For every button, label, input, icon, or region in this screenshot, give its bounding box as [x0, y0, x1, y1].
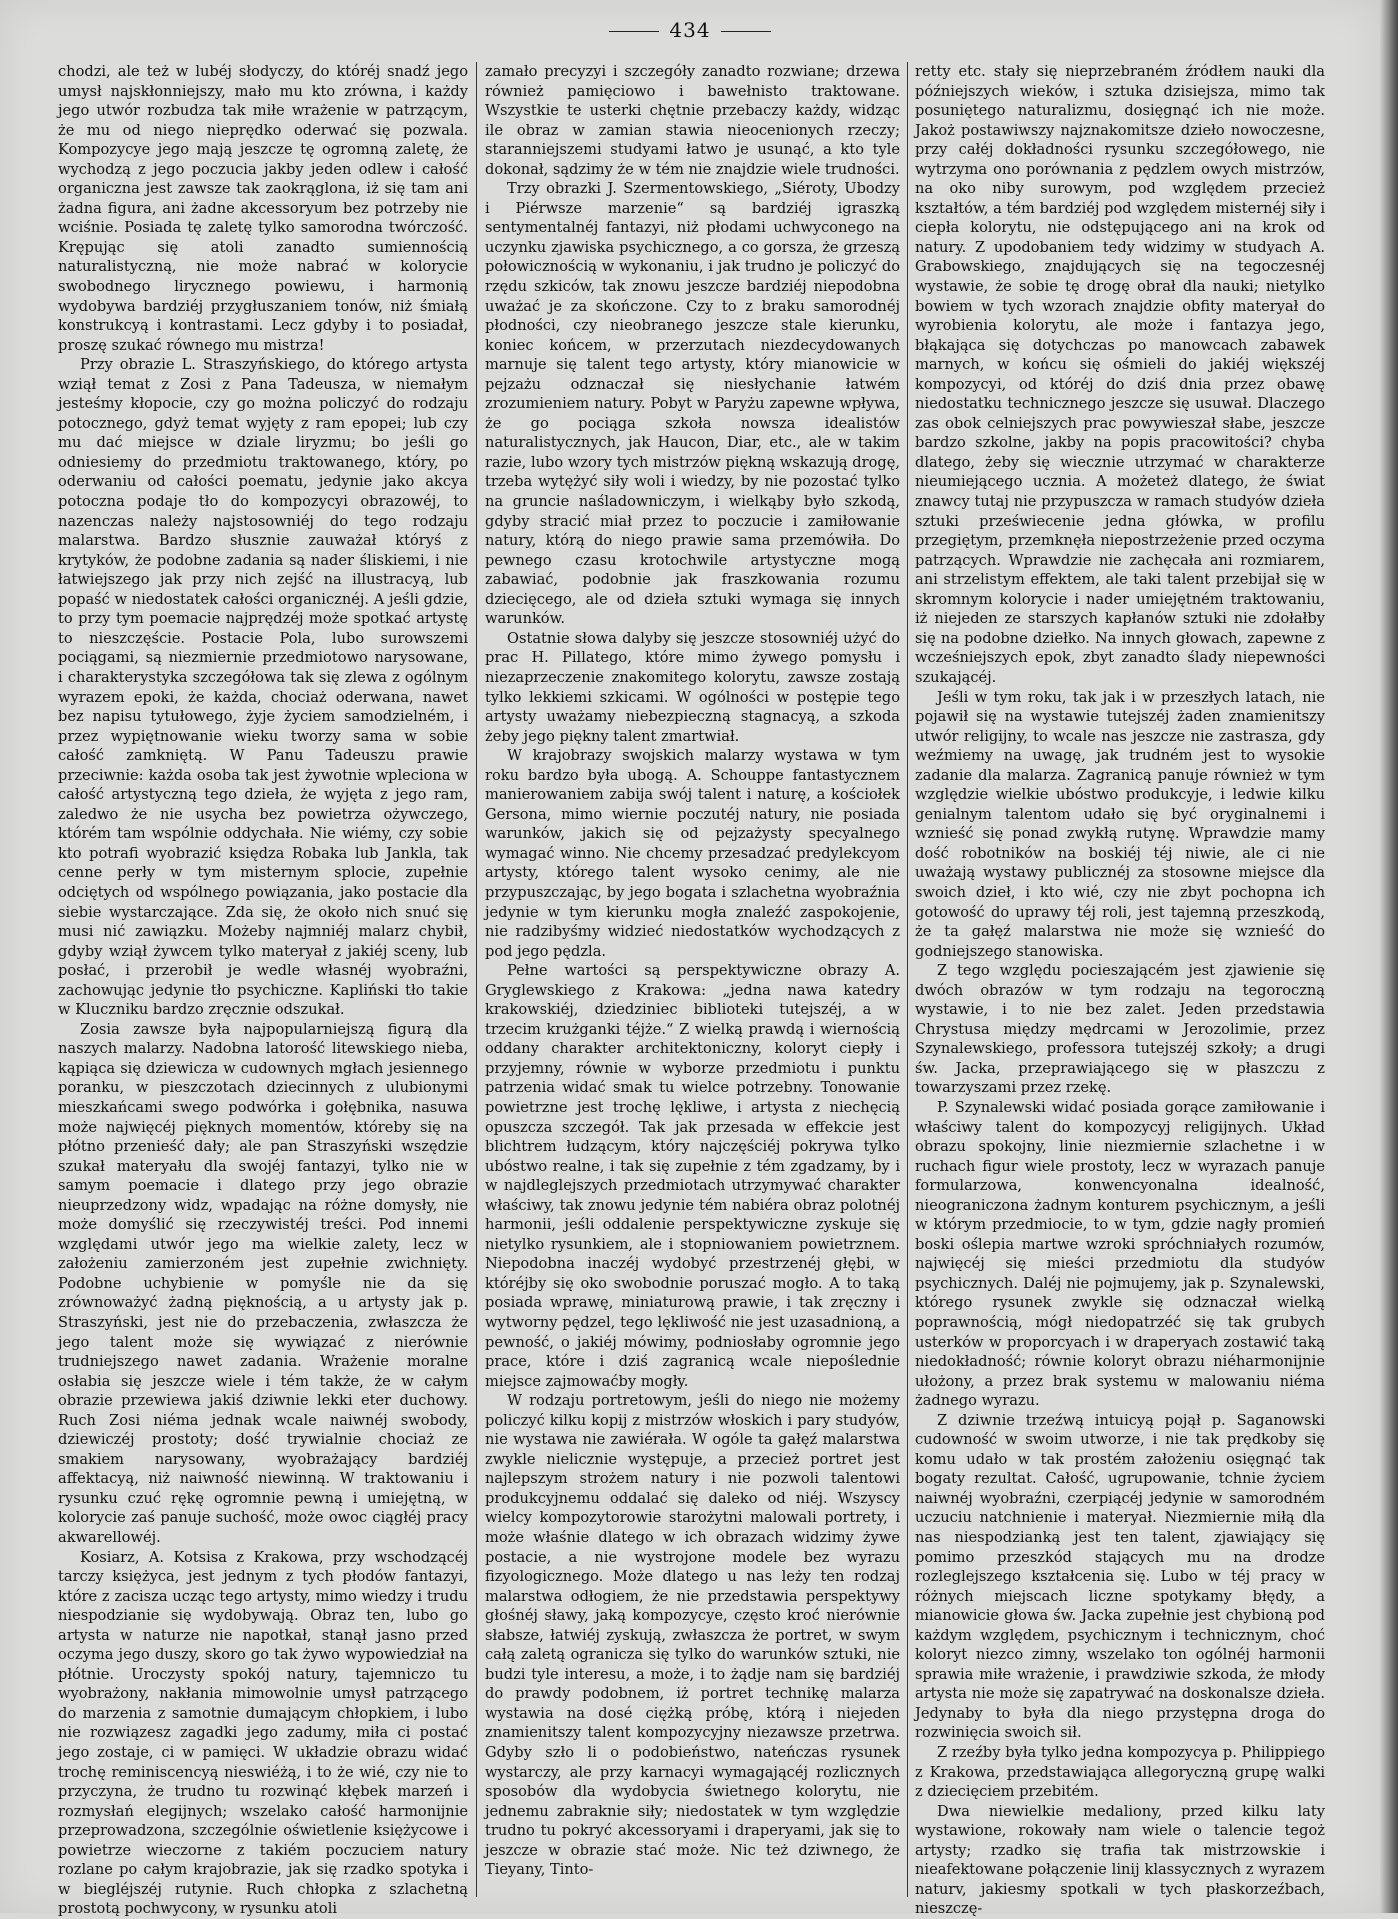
paragraph: P. Szynalewski widać posiada gorące zamiłowanie i właściwy talent do kompozycyj religijnych. Układ obrazu spokojny, linie niezmiernie szlachetne i w ruchach figur wiele prostoty, lecz w wyrazach panuje formularzowa, konwencyonalna idealność, nieograniczona żadnym konturem psychicznym, a jeśli w którym przedmiocie, to w tym, gdzie nagły promień boski oślepia martwe wzroki spróchniałych rozumów, najwięcéj się mieści przedmiotu dla studyów psychicznych. Daléj nie pojmujemy, jak p. Szynalewski, którego rysunek zwykle się odznaczał wielką poprawnością, mógł niedopatrzéć się tak grubych usterków w proporcyach i w draperyach zostawić taką niedokładność; równie koloryt obrazu niéharmonijnie ułożony, a przez brak systemu w malowaniu niéma żadnego wyrazu.: [915, 1098, 1325, 1410]
header-left-rule: [609, 31, 659, 32]
paragraph: Dwa niewielkie medaliony, przed kilku laty wystawione, rokowały nam wiele o talencie tegoż artysty; rzadko się trafia tak mistrzowskie i nieafektowane połączenie linij klassycznych z wyrazem naturv, jakiesmy spotkali w tych płaskorzeźbach, nieszczę-: [915, 1802, 1325, 1918]
paragraph: retty etc. stały się nieprzebraném źródłem nauki dla późniejszych wieków, i sztuka dzisiejsza, mimo tak posuniętego naturalizmu, dosięgnąć ich nie może. Jakoż postawiwszy najznakomitsze dzieło nowoczesne, przy całéj dokładności rysunku szczegółowego, nie wytrzyma ono porównania z pędzlem owych mistrzów, na oko niby surowym, pod względem przecież kształtów, a tém bardziéj pod względem misternéj siły i ciepła kolorytu, nie odstępującego ani na krok od natury. Z upodobaniem tedy widzimy w studyach A. Grabowskiego, znajdujących się na tegoczesnéj wystawie, że sobie tę drogę obrał dla nauki; nietylko bowiem w tych wzorach znajdzie obfity materyał do wyrobienia kolorytu, ale może i fantazya jego, błąkająca się dotychczas po manowcach zabawek marnych, w końcu się ośmieli do jakiéj większéj kompozycyi, od któréj do dziś dnia przez obawę niedostatku technicznego jeszcze się usuwał. Dlaczego zas obok celniejszych prac powywieszał słabe, jeszcze bardzo szkolne, jakby na popis pracowitości? chyba dlatego, żeby się wiecznie utrzymać w charakterze nieumiejącego ucznia. A możeteż dlatego, że świat znawcy tutaj nie przypuszcza w ramach studyów dzieła sztuki przeświecenie jedna główka, w profilu przegiętym, przemknęła niepostrzeżenie przed oczyma patrzących. Wprawdzie nie zachęcała ani rozmiarem, ani strzelistym effektem, ale taki talent przebijał się w skromnym kolorycie i nader umiejętném traktowaniu, iż niejeden ze starszych kapłanów sztuki nie zdołałby się na podobne dziełko. Na innych głowach, zapewne z wcześniejszych epok, zbyt zanadto ślady niepewności szukającéj.: [915, 63, 1325, 686]
page-number: 434: [669, 18, 711, 42]
paragraph: zamało precyzyi i szczegóły zanadto rozwiane; drzewa również pamięciowo i bawełnisto traktowane. Wszystkie te usterki chętnie przebaczy każdy, widząc ile obraz w zamian stawia nieocenionych rzeczy; staranniejszemi studyami łatwo je usunąć, a kto tyle dokonał, sądzimy że w tém nie znajdzie wiele trudności.: [485, 63, 900, 178]
paragraph: W krajobrazy swojskich malarzy wystawa w tym roku bardzo była ubogą. A. Schouppe fantastycznem manierowaniem zabija swój talent i naturę, a kościołek Gersona, mimo wiernie poczutéj natury, nie posiada warunków, jakich się od pejzażysty specyalnego wymagać winno. Nie chcemy przesadzać predylekcyom artysty, którego talent wysoko cenimy, ale nie przypuszczając, by jego bogata i szlachetna wyobraźnia jedynie w tym kierunku mogła znaleźć zaspokojenie, nie radzibyśmy widzieć niedostatków wychodzących z pod jego pędzla.: [485, 747, 900, 960]
paragraph: Z dziwnie trzeźwą intuicyą pojął p. Saganowski cudowność w swoim utworze, i nie tak prędkoby się komu udało w tak prostém założeniu osięgnąć tak bogaty rezultat. Całość, ugrupowanie, tchnie życiem naiwnéj wyobraźni, czerpiącéj jedynie w samorodném uczuciu natchnienie i materyał. Niezmiernie miłą dla nas niespodzianką jest ten talent, zjawiający się pomimo przeszkód stających mu na drodze rozleglejszego kształcenia się. Lubo w téj pracy w różnych miejscach liczne spotykamy błędy, a mianowicie głowa św. Jacka zupełnie jest chybioną pod każdym względem, psychicznym i technicznym, choć koloryt niezco zimny, wszelako ton ogólnéj harmonii sprawia miłe wrażenie, i prawdziwie szkoda, że młody artysta nie może się zapatrywać na doskonalsze dzieła. Jedynaby to była dla niego przystępna droga do rozwinięcia swoich sił.: [915, 1411, 1325, 1742]
paragraph: Przy obrazie L. Straszyńskiego, do którego artysta wziął temat z Zosi z Pana Tadeusza, w niemałym jesteśmy kłopocie, czy go można policzyć do rodzaju potocznego, gdyż temat wyjęty z ram epopei; lub czy mu dać miejsce w dziale liryzmu; bo jeśli go odniesiemy do przedmiotu traktowanego, który, po oderwaniu od całości poematu, jedynie jako akcya potoczna podaje tło do kompozycyi obrazowéj, to nazenczas należy najstosowniéj do tego rodzaju malarstwa. Bardzo słusznie zauważał któryś z krytyków, że podobne zadania są nader śliskiemi, i nie łatwiejszego jak przy nich zejść na illustracyą, lub popaść w niedostatek całości organicznéj. A jeśli gdzie, to przy tym poemacie najprędzéj może spotkać artystę to nieszczęście. Postacie Pola, lubo surowszemi pociągami, są niezmiernie przedmiotowo narysowane, i charakterystyka szczegółowa tak się zlewa z ogólnym wyrazem epoki, że każda, chociaż oderwana, nawet bez napisu tytułowego, żyje życiem samodzielném, i przez wypiętnowanie wieku tworzy sama w sobie całość zamkniętą. W Panu Tadeuszu prawie przeciwnie: każda osoba tak jest żywotnie wpleciona w całość artystyczną tego dzieła, że wyjęta z jego ram, zaledwo że nie usycha bez powietrza ożywczego, którém tam wspólnie oddychała. Nie wiémy, czy sobie kto potrafi wyobrazić księdza Robaka lub Jankla, tak cenne perły w tym misternym splocie, zupełnie odciętych od wspólnego powiązania, jako postacie dla siebie wystarczające. Zda się, że około nich snuć się musi nić zawiązku. Możeby najmniéj malarz chybił, gdyby wziął żywcem tylko materyał z jakiéj sceny, lub posłać, i przerobił je wedle własnéj wyobraźni, zachowując jedynie tło psychiczne. Kapliński tło takie w Kluczniku bardzo zręcznie odszukał.: [58, 356, 468, 1019]
page-header: [0, 18, 1380, 42]
text-column-2: [485, 62, 900, 1900]
header-right-rule: [721, 31, 771, 32]
paragraph: chodzi, ale też w lubéj słodyczy, do któréj snadź jego umysł najskłonniejszy, mało mu kto zrówna, i każdy jego utwór rozbudza tak miłe wrażenie w patrzącym, że mu od niego nieprędko oderwać się pozwala. Kompozycye jego mają jeszcze tę ogromną zaletę, że wychodzą z jego poczucia jakby jeden odlew i całość organiczna jest zawsze tak zaokrąglona, iż się tam ani żadna figura, ani żadne akcessoryum bez potrzeby nie wciśnie. Posiada tę zaletę tylko samorodna twórczość. Krępując się atoli zanadto sumiennością naturalistyczną, nie może nabrać w kolorycie swobodnego lirycznego powiewu, i harmonią wydobywa bardziéj przygłuszaniem tonów, niż śmiałą konstrukcyą i kontrastami. Lecz gdyby i to posiadał, proszę szukać równego mu mistrza!: [58, 63, 468, 354]
paragraph: Trzy obrazki J. Szermentowskiego, „Siéroty, Ubodzy i Piérwsze marzenie“ są bardziéj igraszką sentymentalnéj fantazyi, niż płodami uchwyconego na uczynku zjawiska psychicznego, a co gorsza, że grzeszą połowicznością w wykonaniu, i jak trudno je policzyć do rzędu szkiców, tak znowu jeszcze bardziéj niepodobna uważać je za skończone. Czy to z braku samorodnéj płodności, czy nieobranego jeszcze stale kierunku, koniec końcem, w przerzutach niezdecydowanych marnuje się talent tego artysty, który mianowicie w pejzażu odznaczał się niesłychanie łatwém zrozumieniem natury. Pobyt w Paryżu zapewne wpływa, że go pociąga szkoła nowsza idealistów naturalistycznych, jak Haucon, Diar, etc., ale w takim razie, lubo wzory tych mistrzów piękną wskazują drogę, trzeba wytężyć siły woli i wiedzy, by nie pozostać tylko na gruncie naśladowniczym, i wielkąby było szkodą, gdyby stracić miał przez to poczucie i zamiłowanie natury, którą do niego prawie sama przemówiła. Do pewnego czasu krotochwile artystyczne mogą zabawiać, podobnie jak fraszkowania rozumu dziecięcego, ale od dzieła sztuki wymaga się innych warunków.: [485, 180, 900, 628]
column-divider: [476, 62, 477, 1897]
paragraph: Kosiarz, A. Kotsisa z Krakowa, przy wschodzącéj tarczy księżyca, jest jednym z tych płodów fantazyi, które z zacisza ucząc tego artysty, mimo wiedzy i trudu niespodzianie się wydobywają. Obraz ten, lubo go artysta w naturze nie napotkał, stanął jasno przed oczyma jego duszy, skoro go tak żywo wypowiedział na płótnie. Uroczysty spokój natury, tajemniczo tu wyobrażony, nakłania mimowolnie umysł patrzącego do marzenia z samotnie dumającym chłopkiem, i lubo nie rozwiązesz zagadki jego zadumy, miła ci postać jego zostaje, ci w pamięci. W układzie obrazu widać trochę reminiscencyą nieswiéżą, i to że wié, czy nie to przyczyna, że trudno tu rozwinąć kłębek marzeń i rozmysłań elegijnych; wszelako całość harmonijnie przeprowadzona, szczególnie oświetlenie księżycowe i powietrze wieczorne z takiém poczuciem natury rozlane po całym krajobrazie, jak się rzadko spotyka i w biegléjszéj rutynie. Ruch chłopka z szlachetną prostotą pochwycony, w rysunku atoli: [58, 1548, 468, 1918]
paragraph: Z tego względu pocieszającém jest zjawienie się dwóch obrazów w tym rodzaju na tegoroczną wystawie, i to nie bez zalet. Jeden przedstawia Chrystusa między mędrcami w Jerozolimie, przez Szynalewskiego, professora tutejszéj szkoły; a drugi św. Jacka, przeprawiającego się w płaszczu z towarzyszami przez rzekę.: [915, 962, 1325, 1097]
column-divider: [907, 62, 908, 1897]
page-binding-edge: [1380, 0, 1398, 1913]
paragraph: Z rzeźby była tylko jedna kompozycya p. Philippiego z Krakowa, przedstawiająca allegoryczną grupę walki z dziecięciem przebitém.: [915, 1744, 1325, 1801]
text-column-1: [58, 62, 468, 1918]
paragraph: Ostatnie słowa dalyby się jeszcze stosowniéj użyć do prac H. Pillatego, które mimo żywego pomysłu i niezaprzeczenie znakomitego kolorytu, zawsze zostają tylko lekkiemi szkicami. W ogólności w postępie tego artysty uważamy niebezpieczną stagnacyą, a szkoda żeby jego piękny talent zmartwiał.: [485, 629, 900, 745]
paragraph: Pełne wartości są perspektywiczne obrazy A. Gryglewskiego z Krakowa: „jedna nawa katedry krakowskiéj, dziedziniec biblioteki tutejszéj, a w trzecim krużganki téjże.“ Z wielką prawdą i wiernością oddany charakter architektoniczny, koloryt ciepły i przyjemny, równie w wyborze przedmiotu i punktu patrzenia widać smak tu wielce potrzebny. Tonowanie powietrzne jest trochę lękliwe, i artysta z niechęcią opuszcza szczegół. Tak jak przesada w effekcie jest blichtrem łudzącym, który najczęściéj pokrywa tylko ubóstwo realne, i tak się zupełnie z tém zgadzamy, by i w najdleglejszych przedmiotach utrzymywać charakter właściwy, tak znowu jedynie tém nabiéra obraz polotnéj harmonii, jeśli oddalenie perspektywiczne zyskuje się nietylko rysunkiem, ale i stopniowaniem powietrznem. Niepodobna inaczéj wydobyć przestrzenéj głębi, w któréjby się oko swobodnie poruszać mogło. A to taką posiada wprawę, miniaturową prawie, i tak zręczny i wytworny pędzel, tego lękliwość nie jest uzasadnioną, a pewność, o jakiéj mówimy, podniosłaby ogromnie jego prace, które i dziś zagranicą wcale niepoślednie miejsce zajmowaćby mogły.: [485, 962, 900, 1390]
paragraph: Jeśli w tym roku, tak jak i w przeszłych latach, nie pojawił się na wystawie tutejszéj żaden znamienitszy utwór religijny, to wcale nas jeszcze nie zastrasza, gdy weźmiemy na uwagę, jak trudném jest to wysokie zadanie dla malarza. Zagranicą panuje również w tym względzie wielkie ubóstwo produkcyje, i ledwie kilku genialnym talentom udało się być oryginalnemi i wznieść się ponad zwykłą rutynę. Wprawdzie mamy dość robotników na boskiéj téj niwie, ale ci nie uważają wystawy publicznéj za stosowne miejsce dla swoich dzieł, i kto wié, czy nie zbyt pochopna ich gotowość do uprawy téj roli, jest tajemną przeszkodą, że ta gałęź malarstwa nie może się wznieść do godniejszego stanowiska.: [915, 688, 1325, 960]
paragraph: W rodzaju portretowym, jeśli do niego nie możemy policzyć kilku kopij z mistrzów włoskich i pary studyów, nie wystawa nie zawiérała. W ogóle ta gałęź malarstwa zwykle nielicznie występuje, a przecież portret jest najlepszym strożem natury i nie pozwoli talentowi produkcyjnemu oddalać się daleko od niéj. Wszyscy wielcy kompozytorowie starożytni malowali portrety, i może właśnie dlatego w ich obrazach widzimy żywe postacie, a nie wystrojone modele bez wyrazu fizyologicznego. Może dlatego u nas leży ten rodzaj malarstwa odłogiem, że nie przedstawia perspektywy głośnéj sławy, jaką kompozycye, często kroć nierównie słabsze, łatwiéj zyskują, zwłaszcza że portret, w swym całą zaletą ogranicza się tylko do warunków sztuki, nie budzi tyle interesu, a może, i to żądje nam się bardziéj do prawdy podobnem, iż portret technikę malarza wystawia na dosé ciężką próbę, którą i niejeden znamienitszy talent kompozycyjny niezawsze przetrwa. Gdyby szło li o podobieństwo, nateńczas rysunek wystarczy, ale przy karnacyi wymagającéj rozlicznych sposobów dla wydobycia świetnego kolorytu, nie jednemu zabraknie siły; niedostatek w tym względzie trudno tu pokryć akcessoryami i draperyami, jak się to jeszcze w obrazie stać może. Nic też dziwnego, że Tieyany, Tinto-: [485, 1392, 900, 1879]
text-column-3: [915, 62, 1325, 1918]
paragraph: Zosia zawsze była najpopularniejszą figurą dla naszych malarzy. Nadobna latorość litewskiego nieba, kąpiąca się dziewicza w cudownych mgłach jesiennego poranku, w pieszczotach dziecinnych z ulubionymi mieszkańcami swego podwórka i gołębnika, nasuwa może najwięcéj pięknych momentów, któreby się na płótno przenieść dały; ale pan Straszyński wszędzie szukał materyału dla swojéj fantazyi, tylko nie w samym poemacie i dlatego przy jego obrazie nieuprzedzony widz, wpadając na różne domysły, nie może domyślić się rzeczywistéj treści. Pod innemi względami utwór jego ma wielkie zalety, lecz w założeniu zamierzoném jest zupełnie zwichnięty. Podobne uchybienie w pomyśle nie da się zrównoważyć żadną pięknością, a u artysty jak p. Straszyński, jest nie do przebaczenia, zwłaszcza że jego talent może się wywiązać z nierównie trudniejszego nawet zadania. Wrażenie moralne osłabia się jeszcze wiele i tém także, że w całym obrazie przewiewa jakiś dziwnie lekki eter duchowy. Ruch Zosi niéma jednak wcale naiwnéj swobody, dziewiczéj prostoty; dość trywialnie chociaż ze smakiem narysowany, wyobrażający bardziéj affektacyą, niż naiwność niewinną. W traktowaniu i rysunku czuć rękę ogromnie pewną i umiejętną, w kolorycie zaś panuje suchość, może owoc ciągłéj pracy akwarellowéj.: [58, 1020, 468, 1547]
